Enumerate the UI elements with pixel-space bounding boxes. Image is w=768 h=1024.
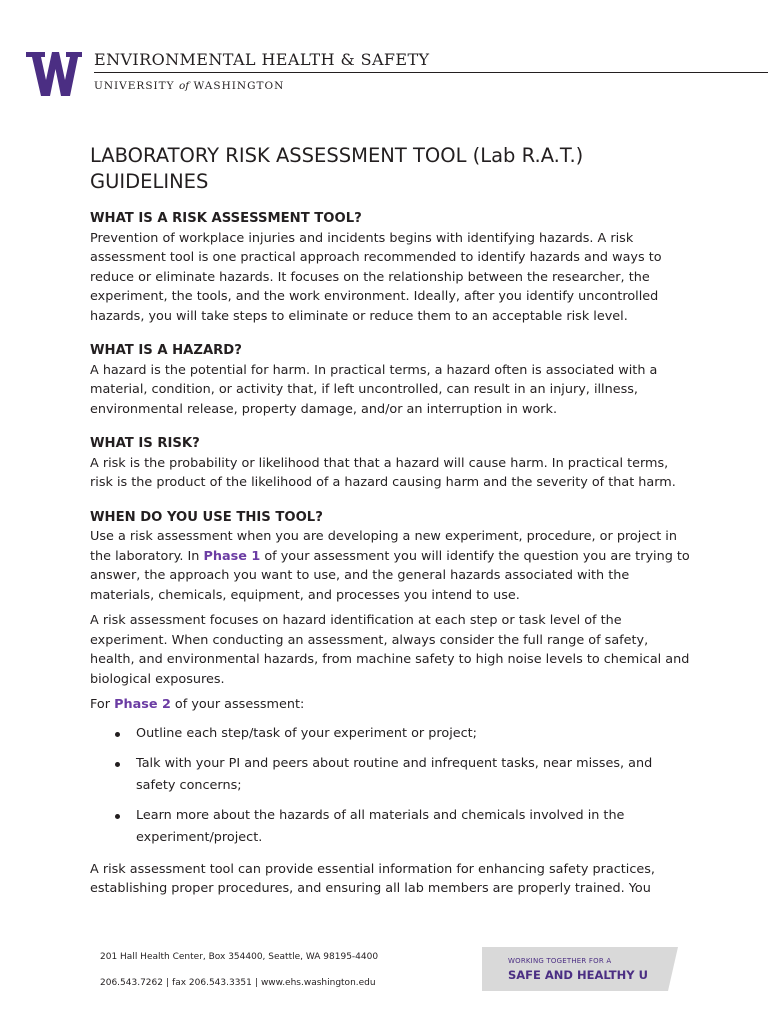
when-to-use-paragraph-2: A risk assessment focuses on hazard identification at each step or task level of the experiment. When conducting an assessment, always consider the full range of safety, health, and environmental hazards, from machine safety to high noise levels to chemical and biological exposures.: [90, 613, 690, 687]
footer-separator: |: [254, 978, 258, 988]
phase-1-link[interactable]: Phase 1: [203, 548, 261, 564]
bullet-item: Learn more about the hazards of all materials and chemicals involved in the experiment/project.: [136, 805, 690, 849]
footer-contact: [100, 978, 376, 988]
document-title: LABORATORY RISK ASSESSMENT TOOL (Lab R.A.T.) GUIDELINES: [90, 144, 584, 193]
org-title: ENVIRONMENTAL HEALTH & SAFETY: [94, 50, 430, 69]
phase-2-link[interactable]: Phase 2: [114, 697, 171, 712]
page-header: [0, 0, 768, 110]
section-heading-when-to-use: WHEN DO YOU USE THIS TOOL?: [90, 509, 323, 525]
footer-address: 201 Hall Health Center, Box 354400, Seattle, WA 98195-4400: [100, 952, 379, 962]
section-heading-hazard: WHAT IS A HAZARD?: [90, 343, 242, 358]
footer-phone: 206.543.7262: [100, 978, 163, 988]
safe-and-healthy-badge: [482, 947, 678, 991]
footer-separator: |: [165, 978, 170, 988]
when-to-use-paragraph-4: A risk assessment tool can provide essential information for enhancing safety practices, establishing proper procedures, and ensuring all lab members are properly trained. You: [90, 861, 655, 896]
when-to-use-p1-text-end: of your assessment you will identify the question you are trying to answer, the approach you want to use, and the general hazards associated with the materials, chemicals, equipment, and processes you intend to use.: [90, 548, 690, 603]
section-heading-risk: WHAT IS RISK?: [90, 436, 200, 451]
org-subtitle: [94, 80, 284, 92]
section-heading-risk-assessment-tool: WHAT IS A RISK ASSESSMENT TOOL?: [90, 211, 362, 226]
when-to-use-paragraph-3: [90, 695, 690, 715]
org-subtitle-washington: WASHINGTON: [193, 80, 285, 92]
bullet-item: Talk with your PI and peers about routine and infrequent tasks, near misses, and safety concerns;: [136, 753, 690, 797]
section-body-risk-assessment-tool: Prevention of workplace injuries and incidents begins with identifying hazards. A risk assessment tool is one practical approach recommended to identify hazards and ways to reduce or eliminate hazards. It focuses on the relationship between the researcher, the experiment, the tools, and the work environment. Ideally, after you identify uncontrolled hazards, you will take steps to eliminate or reduce them to an acceptable risk level.: [90, 230, 662, 324]
section-body-risk: A risk is the probability or likelihood that that a hazard will cause harm. In practical terms, risk is the product of the likelihood of a hazard causing harm and the severity of that harm.: [90, 455, 676, 490]
header-divider: [94, 72, 768, 73]
phase-2-bullet-list: [90, 723, 690, 849]
badge-tagline: WORKING TOGETHER FOR A: [508, 957, 612, 965]
footer-fax: fax 206.543.3351: [172, 978, 252, 988]
org-subtitle-of: of: [178, 80, 190, 92]
uw-w-logo-icon: [26, 52, 82, 96]
when-to-use-paragraph-1: [90, 527, 690, 605]
badge-slogan: SAFE AND HEALTHY U: [508, 968, 648, 982]
org-subtitle-university: UNIVERSITY: [94, 80, 175, 92]
when-to-use-p3-text-start: For: [90, 697, 115, 712]
document-body: [90, 143, 690, 899]
footer-website-link[interactable]: www.ehs.washington.edu: [260, 978, 376, 988]
when-to-use-p1-text-start: Use a risk assessment when you are developing a new experiment, procedure, or project in the laboratory. In: [90, 529, 677, 564]
section-body-hazard: A hazard is the potential for harm. In practical terms, a hazard often is associated with a material, condition, or activity that, if left uncontrolled, can result in an injury, illness, environmental release, property damage, and/or an interruption in work.: [90, 362, 658, 417]
bullet-item: Outline each step/task of your experiment or project;: [136, 723, 690, 745]
when-to-use-p3-text-end: of your assessment:: [170, 697, 305, 712]
